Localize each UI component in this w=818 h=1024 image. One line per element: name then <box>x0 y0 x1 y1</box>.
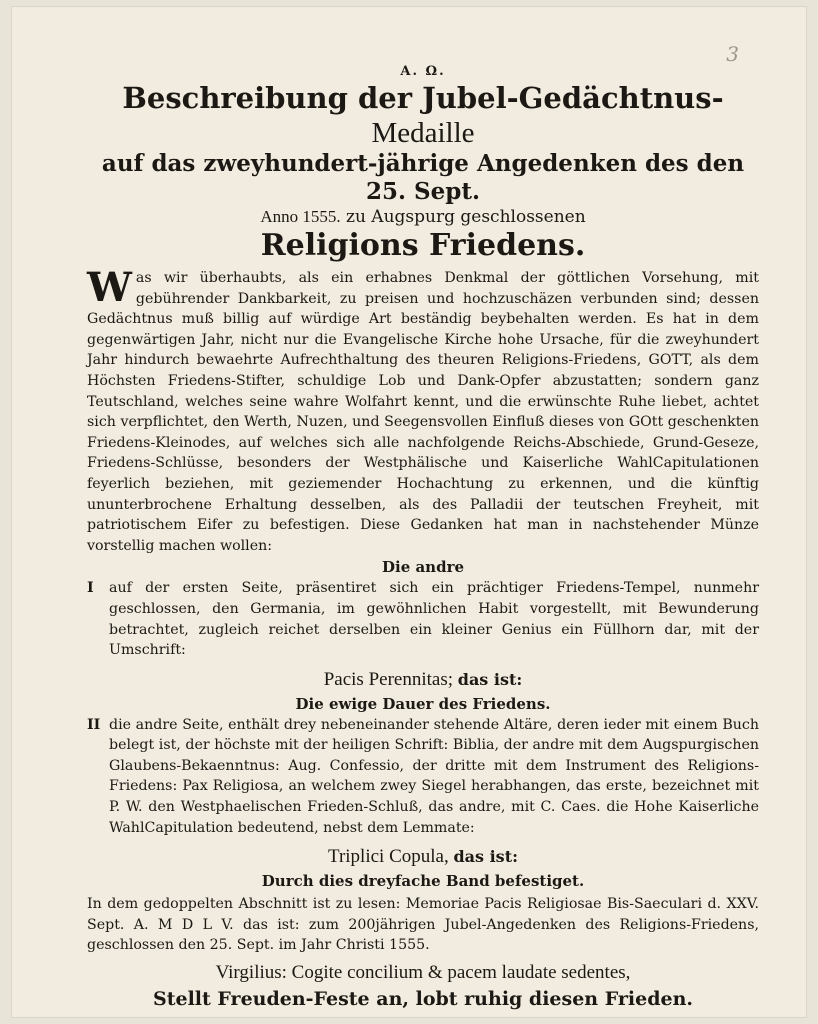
section-heading: Die andre <box>381 558 465 577</box>
side-two-item <box>87 715 759 839</box>
title-line-2: auf das zweyhundert-jährige Angedenken des den 25. Sept. <box>101 150 745 205</box>
side-two-motto-suffix: das ist: <box>453 847 518 867</box>
side-one-motto-suffix: das ist: <box>457 669 523 689</box>
side-two-numeral: II <box>87 716 101 733</box>
intro-text: as wir überhaubts, als ein erhabnes Denkmal der göttlichen Vorsehung, mit gebührender Dankbarkeit, zu preisen und hochzuschäzen verbunden sind; dessen Gedächtnus muß billig auf würdige Art beständig beybehalten werden. Es hat in dem gegenwärtigen Jahr, nicht nur die Evangelische Kirche hohe Ursache, für die zweyhundert Jahr hindurch bewaehrte Aufrechthaltung des theuren Religions-Friedens, GOTT, als dem Höchsten Friedens-Stifter, schuldige Lob und Dank-Opfer abzustatten; sondern ganz Teutschland, welches seine wahre Wolfahrt kennt, und die erwünschte Ruhe liebet, achtet sich verpflichtet, den Werth, Nuzen, und Seegensvollen Einfluß dieses von GOtt geschenkten Friedens-Kleinodes, auf welches sich alle nachfolgende Reichs-Abschiede, Grund-Geseze, Friedens-Schlüsse, besonders der Westphälische und Kaiserliche WahlCapitulationen feyerlich beziehen, mit geziemender Hochachtung zu erkennen, und die künftig ununterbrochene Erhaltung desselben, als des Palladii der teutschen Freyheit, mit patriotischem Eifer zu befestigen. Diese Gedanken hat man in nachstehender Münze vorstellig machen wollen: <box>87 270 759 554</box>
title-line-4: Religions Friedens. <box>260 228 586 263</box>
document-content <box>87 64 759 1012</box>
intro-paragraph <box>87 264 759 556</box>
dropcap: W <box>87 264 132 311</box>
side-one-item <box>87 578 759 660</box>
side-two-motto-latin: Triplici Copula, <box>328 846 449 868</box>
side-one-motto-latin: Pacis Perennitas; <box>323 668 453 690</box>
signature-mark: A. Ω. <box>400 64 446 79</box>
side-one-numeral: I <box>87 580 94 597</box>
inscription-paragraph: In dem gedoppelten Abschnitt ist zu lesen: Memoriae Pacis Religiosae Bis-Saeculari d. XXV. Sept. A. M D L V. das ist: zum 200jährigen Jubel-Angedenken des Religions-Friedens, geschlossen den 25. Sept. im Jahr Christi 1555. <box>87 896 759 954</box>
title-latin: Medaille <box>371 117 475 149</box>
side-one-translation: Die ewige Dauer des Friedens. <box>295 694 551 713</box>
title-line-3 <box>87 206 759 228</box>
title-place: zu Augspurg geschlossenen <box>346 207 586 227</box>
title-line-1 <box>87 81 759 150</box>
title-anno: Anno 1555. <box>260 207 341 226</box>
side-two-translation: Durch dies dreyfache Band befestiget. <box>261 872 585 891</box>
title-fraktur: Beschreibung der Jubel-Gedächtnus- <box>122 81 724 115</box>
page-number: 3 <box>726 42 739 66</box>
side-one-text: auf der ersten Seite, präsentiret sich ein prächtiger Friedens-Tempel, nunmehr geschlossen, den Germania, im gewöhnlichen Habit vorgestellt, mit Bewunderung betrachtet, zugleich reichet derselben ein kleiner Genius ein Füllhorn dar, mit der Umschrift: <box>109 580 759 659</box>
document-sheet <box>11 6 807 1018</box>
virgil-quote: Virgilius: Cogite concilium & pacem laudate sedentes, <box>215 962 631 984</box>
side-two-text: die andre Seite, enthält drey nebeneinander stehende Altäre, deren ieder mit einem Buch belegt ist, der höchste mit der heiligen Schrift: Biblia, der andre mit dem Augspurgischen Glaubens-Bekaenntnus: Aug. Confessio, der dritte mit dem Instrument des Religions-Friedens: Pax Religiosa, an welchem zwey Siegel herabhangen, das erste, bezeichnet mit P. W. den Westphaelischen Frieden-Schluß, das andre, mit C. Caes. die Hohe Kaiserliche WahlCapitulation bedeutend, nebst dem Lemmate: <box>109 716 759 836</box>
closing-line: Stellt Freuden-Feste an, lobt ruhig diesen Frieden. <box>152 988 694 1011</box>
side-two-motto <box>87 844 759 870</box>
side-one-motto <box>87 667 759 693</box>
